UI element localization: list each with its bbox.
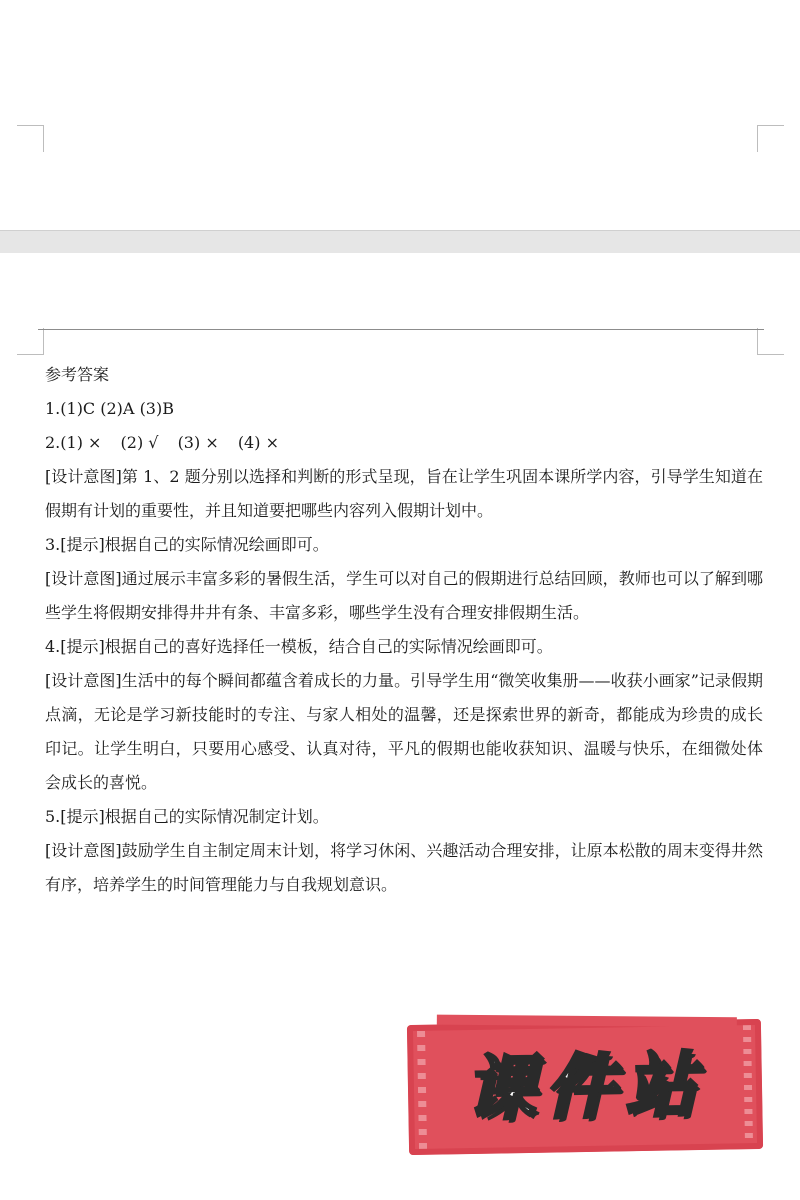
answer-2 (45, 426, 763, 460)
answer-2-part-3: (3) × (177, 433, 219, 452)
header-rule (38, 329, 764, 330)
answer-3: 3.[提示]根据自己的实际情况绘画即可。 (45, 535, 329, 554)
watermark-text: 课件站 (464, 1043, 706, 1131)
page-separator (0, 230, 800, 254)
crop-mark-top-left (17, 328, 44, 355)
design-intent-5: [设计意图]鼓励学生自主制定周末计划，将学习休闲、兴趣活动合理安排，让原本松散的周末变得井然有序，培养学生的时间管理能力与自我规划意识。 (45, 841, 763, 894)
answer-4: 4.[提示]根据自己的喜好选择任一模板，结合自己的实际情况绘画即可。 (45, 637, 553, 656)
document-body[interactable] (45, 358, 763, 902)
design-intent-1-2: [设计意图]第 1、2 题分别以选择和判断的形式呈现，旨在让学生巩固本课所学内容，引导学生知道在假期有计划的重要性，并且知道要把哪些内容列入假期计划中。 (45, 467, 763, 520)
previous-page-bottom (0, 0, 800, 230)
answer-1: 1.(1)C (2)A (3)B (45, 399, 174, 418)
answer-5: 5.[提示]根据自己的实际情况制定计划。 (45, 807, 329, 826)
design-intent-3: [设计意图]通过展示丰富多彩的暑假生活，学生可以对自己的假期进行总结回顾，教师也可以了解到哪些学生将假期安排得井井有条、丰富多彩，哪些学生没有合理安排假期生活。 (45, 569, 763, 622)
logo-brush-edge (437, 1015, 737, 1028)
answer-2-part-4: (4) × (237, 433, 279, 452)
crop-mark-bottom-left (17, 125, 44, 152)
crop-mark-top-right (757, 328, 784, 355)
section-title: 参考答案 (45, 365, 110, 384)
design-intent-4: [设计意图]生活中的每个瞬间都蕴含着成长的力量。引导学生用“微笑收集册——收获小画家”记录假期点滴，无论是学习新技能时的专注、与家人相处的温馨，还是探索世界的新奇，都能成为珍贵的成长印记。让学生明白，只要用心感受、认真对待，平凡的假期也能收获知识、温暖与快乐，在细微处体会成长的喜悦。 (45, 671, 763, 792)
watermark-logo (407, 1019, 763, 1155)
crop-mark-bottom-right (757, 125, 784, 152)
answer-2-part-1: 2.(1) × (45, 433, 102, 452)
answer-2-part-2: (2) √ (120, 433, 159, 452)
